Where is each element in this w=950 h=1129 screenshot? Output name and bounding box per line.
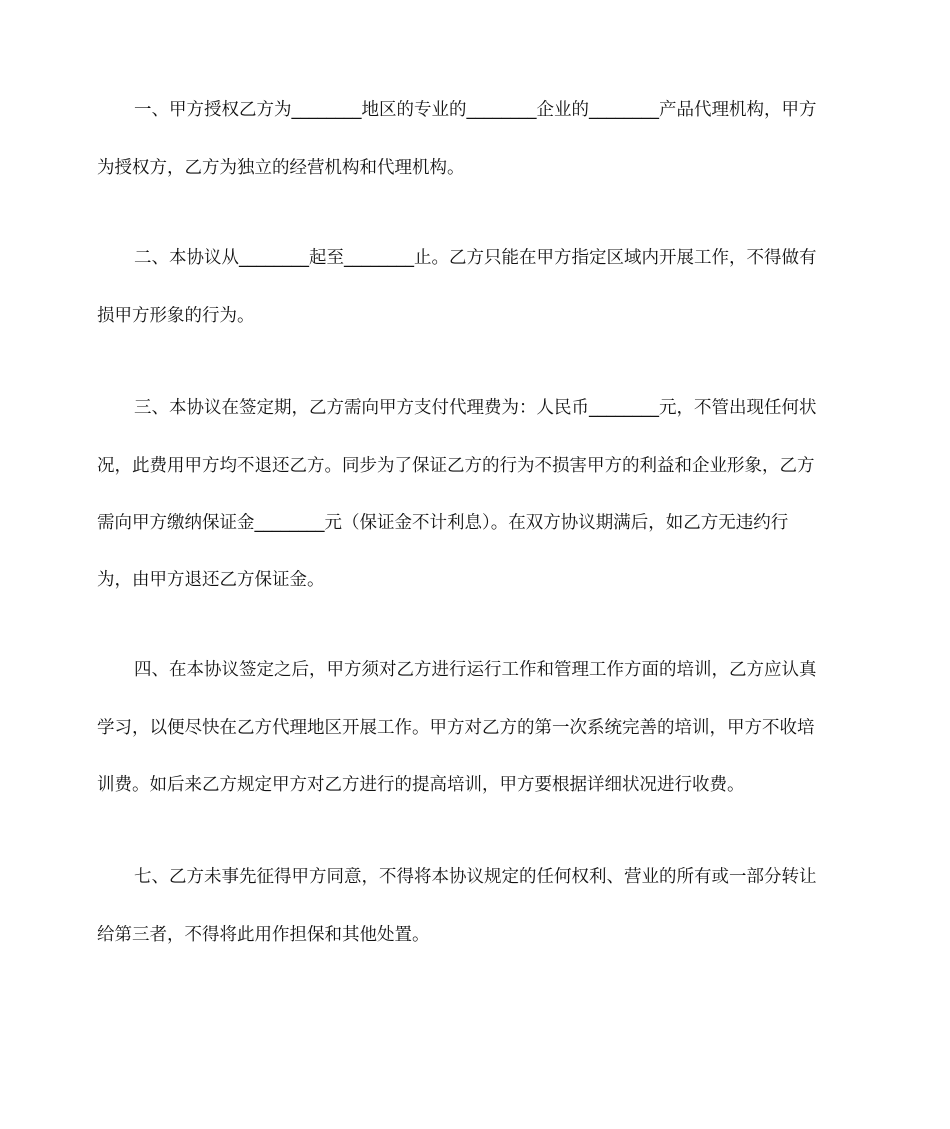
clause-7-line-2: 给第三者，不得将此用作担保和其他处置。 [97,925,430,945]
clause-4-line-3: 训费。如后来乙方规定甲方对乙方进行的提高培训，甲方要根据详细状况进行收费。 [97,775,745,795]
clause-3-line-4: 为，由甲方退还乙方保证金。 [97,570,325,590]
clause-4-line-2: 学习，以便尽快在乙方代理地区开展工作。甲方对乙方的第一次系统完善的培训，甲方不收培 [97,718,815,738]
clause-3-line-3: 需向甲方缴纳保证金________元（保证金不计利息）。在双方协议期满后，如乙方无违约行 [97,513,789,533]
clause-7-line-1: 七、乙方未事先征得甲方同意，不得将本协议规定的任何权利、营业的所有或一部分转让 [134,867,817,887]
clause-3-line-1: 三、本协议在签定期，乙方需向甲方支付代理费为：人民币________元，不管出现任何状 [134,398,817,418]
clause-2-line-1: 二、本协议从________起至________止。乙方只能在甲方指定区域内开展工作，不得做有 [134,248,817,268]
clause-1-line-2: 为授权方，乙方为独立的经营机构和代理机构。 [97,158,465,178]
clause-3-line-2: 况，此费用甲方均不退还乙方。同步为了保证乙方的行为不损害甲方的利益和企业形象，乙方 [97,456,815,476]
clause-4-line-1: 四、在本协议签定之后，甲方须对乙方进行运行工作和管理工作方面的培训，乙方应认真 [134,660,817,680]
clause-1-line-1: 一、甲方授权乙方为________地区的专业的________企业的________产品代理机构，甲方 [134,100,817,120]
clause-2-line-2: 损甲方形象的行为。 [97,306,255,326]
